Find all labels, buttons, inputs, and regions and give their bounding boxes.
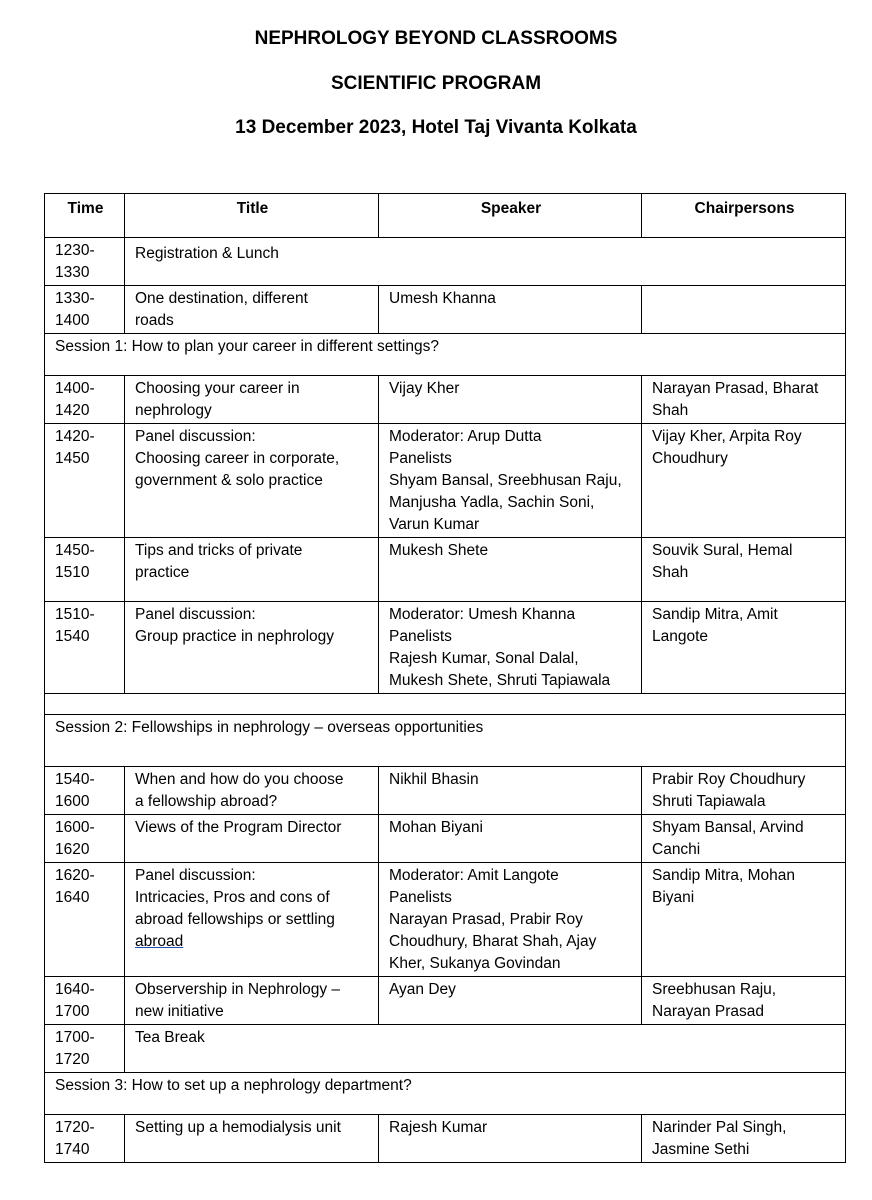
table-header-row <box>45 194 846 238</box>
time-cell: 1450- 1510 <box>45 538 125 602</box>
title-cell: Tea Break <box>125 1025 846 1073</box>
chair-cell: Narayan Prasad, Bharat Shah <box>642 376 846 424</box>
title-cell: Panel discussion: Intricacies, Pros and cons of abroad fellowships or settling abroad <box>125 863 379 977</box>
spacer-row <box>45 694 846 715</box>
title-cell: When and how do you choose a fellowship abroad? <box>125 767 379 815</box>
table-row <box>45 286 846 334</box>
document-title: NEPHROLOGY BEYOND CLASSROOMS <box>254 28 618 49</box>
title-cell: Tips and tricks of private practice <box>125 538 379 602</box>
speaker-cell: Mukesh Shete <box>379 538 642 602</box>
time-cell: 1510- 1540 <box>45 602 125 694</box>
speaker-cell: Mohan Biyani <box>379 815 642 863</box>
chair-cell: Vijay Kher, Arpita Roy Choudhury <box>642 424 846 538</box>
title-cell: Choosing your career in nephrology <box>125 376 379 424</box>
time-cell: 1700- 1720 <box>45 1025 125 1073</box>
chair-cell: Sandip Mitra, Amit Langote <box>642 602 846 694</box>
time-cell: 1230- 1330 <box>45 238 125 286</box>
table-row <box>45 1115 846 1163</box>
chair-cell: Sandip Mitra, Mohan Biyani <box>642 863 846 977</box>
speaker-cell: Rajesh Kumar <box>379 1115 642 1163</box>
table-row <box>45 1025 846 1073</box>
empty-cell <box>45 694 846 715</box>
title-cell: Views of the Program Director <box>125 815 379 863</box>
time-cell: 1420- 1450 <box>45 424 125 538</box>
speaker-cell: Moderator: Umesh Khanna Panelists Rajesh Kumar, Sonal Dalal, Mukesh Shete, Shruti Tapiawala <box>379 602 642 694</box>
session-title: Session 3: How to set up a nephrology department? <box>45 1073 846 1115</box>
time-cell: 1620- 1640 <box>45 863 125 977</box>
table-row <box>45 424 846 538</box>
chair-cell: Souvik Sural, Hemal Shah <box>642 538 846 602</box>
chair-cell: Narinder Pal Singh, Jasmine Sethi <box>642 1115 846 1163</box>
column-header-title: Title <box>125 194 379 238</box>
title-cell: Registration & Lunch <box>125 238 846 286</box>
table-row <box>45 238 846 286</box>
session-row <box>45 715 846 767</box>
table-row <box>45 863 846 977</box>
speaker-cell: Ayan Dey <box>379 977 642 1025</box>
event-date-venue: 13 December 2023, Hotel Taj Vivanta Kolkata <box>235 117 637 138</box>
speaker-cell: Moderator: Arup Dutta Panelists Shyam Bansal, Sreebhusan Raju, Manjusha Yadla, Sachin Soni, Varun Kumar <box>379 424 642 538</box>
time-cell: 1330- 1400 <box>45 286 125 334</box>
title-cell: Setting up a hemodialysis unit <box>125 1115 379 1163</box>
table-row <box>45 977 846 1025</box>
session-row <box>45 1073 846 1115</box>
table-row <box>45 602 846 694</box>
session-title: Session 1: How to plan your career in different settings? <box>45 334 846 376</box>
chair-cell: Prabir Roy Choudhury Shruti Tapiawala <box>642 767 846 815</box>
title-cell: Panel discussion: Choosing career in corporate, government & solo practice <box>125 424 379 538</box>
speaker-cell: Nikhil Bhasin <box>379 767 642 815</box>
time-cell: 1640- 1700 <box>45 977 125 1025</box>
column-header-time: Time <box>45 194 125 238</box>
document-subtitle: SCIENTIFIC PROGRAM <box>330 73 542 94</box>
chair-cell: Shyam Bansal, Arvind Canchi <box>642 815 846 863</box>
speaker-cell: Vijay Kher <box>379 376 642 424</box>
chair-cell: Sreebhusan Raju, Narayan Prasad <box>642 977 846 1025</box>
session-title: Session 2: Fellowships in nephrology – overseas opportunities <box>45 715 846 767</box>
title-cell: Panel discussion: Group practice in nephrology <box>125 602 379 694</box>
title-cell: One destination, different roads <box>125 286 379 334</box>
time-cell: 1600- 1620 <box>45 815 125 863</box>
table-row <box>45 538 846 602</box>
session-row <box>45 334 846 376</box>
table-row <box>45 815 846 863</box>
table-row <box>45 376 846 424</box>
column-header-chairpersons: Chairpersons <box>642 194 846 238</box>
column-header-speaker: Speaker <box>379 194 642 238</box>
speaker-cell: Umesh Khanna <box>379 286 642 334</box>
time-cell: 1720- 1740 <box>45 1115 125 1163</box>
title-cell: Observership in Nephrology – new initiative <box>125 977 379 1025</box>
program-table <box>44 193 846 1163</box>
speaker-cell: Moderator: Amit Langote Panelists Narayan Prasad, Prabir Roy Choudhury, Bharat Shah, Ajay Kher, Sukanya Govindan <box>379 863 642 977</box>
time-cell: 1400- 1420 <box>45 376 125 424</box>
chair-cell <box>642 286 846 334</box>
table-row <box>45 767 846 815</box>
time-cell: 1540- 1600 <box>45 767 125 815</box>
